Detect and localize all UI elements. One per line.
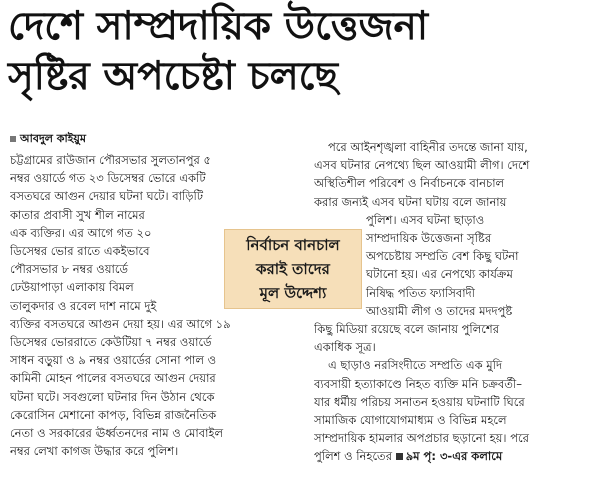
right-column (314, 138, 607, 500)
continuation-text: ৯ম পৃ: ৩-এর কলামে (405, 449, 503, 464)
byline-bullet-icon (10, 136, 16, 142)
body-line: ঢেউয়াপাড়া এলাকায় বিমল (10, 280, 134, 295)
pull-quote-line-2: করাই তাদের (256, 260, 330, 278)
body-line-text: পুলিশ ও নিহতের (314, 449, 393, 464)
body-line: নেতা ও সরকারের ঊর্ধ্বতনদের নাম ও মোবাইল (10, 426, 224, 441)
body-line: সাম্প্রদায়িক উত্তেজনা সৃষ্টির (366, 231, 492, 246)
headline-line-1: দেশে সাম্প্রদায়িক উত্তেজনা (8, 4, 429, 49)
body-line: সাম্প্রদায়িক হামলার অপপ্রচার ছড়ানো হয়। পরে (314, 431, 529, 446)
body-line: নিষিদ্ধ পতিত ফ্যাসিবাদী (366, 285, 475, 300)
body-line: সাধন বড়ুয়া ও ৯ নম্বর ওয়ার্ডের সোনা পাল ও (10, 353, 217, 368)
body-line: অস্থিতিশীল পরিবেশ ও নির্বাচনকে বানচাল (314, 176, 505, 191)
body-line-last (314, 447, 607, 465)
left-column (10, 151, 303, 501)
body-line: তালুকদার ও রবেল দাশ নামে দুই (10, 298, 157, 313)
body-line: ব্যক্তির বসতঘরে আগুন দেয়া হয়। এর আগে ১৯ (10, 316, 231, 331)
body-line: কামিনী মোহন পালের বসতঘরে আগুন দেয়ার (10, 371, 216, 386)
body-line: ডিসেম্বর ভোররাতে কেউটিয়া ৭ নম্বর ওয়ার্ডে (10, 335, 212, 350)
body-line: এ ছাড়াও নরসিংদীতে সম্প্রতি এক মুদি (328, 358, 502, 373)
body-line: এসব ঘটনার নেপথ্যে ছিল আওয়ামী লীগ। দেশে (314, 158, 530, 173)
body-line: করার জন্যই এসব ঘটনা ঘটায় বলে জানায় (314, 194, 507, 209)
body-line: কেরোসিন মেশানো কাপড়, বিভিন্ন রাজনৈতিক (10, 407, 217, 422)
headline-line-2: সৃষ্টির অপচেষ্টা চলছে (8, 54, 338, 99)
pull-quote-line-3: মূল উদ্দেশ্য (259, 284, 327, 302)
body-line: ঘটানো হয়। এর নেপথ্যে কার্যক্রম (366, 267, 513, 282)
body-line: আওয়ামী লীগ ও তাদের মদদপুষ্ট (366, 303, 513, 318)
body-line: সামাজিক যোগাযোগমাধ্যম ও বিভিন্ন মহলে (314, 413, 507, 428)
body-line: অপচেষ্টায় সম্প্রতি বেশ কিছু ঘটনা (366, 249, 519, 264)
body-line: পুলিশ। এসব ঘটনা ছাড়াও (366, 212, 485, 227)
body-line: নম্বর লেখা কাগজ উদ্ধার করে পুলিশ। (10, 444, 179, 459)
continuation-square-icon (396, 453, 403, 460)
body-line: ব্যবসায়ী হত্যাকাণ্ডে নিহত ব্যক্তি মনি চক্রবর্তী– (314, 376, 522, 391)
continuation-note (396, 449, 503, 463)
body-line: বসতঘরে আগুন দেয়ার ঘটনা ঘটে। বাড়িটি (10, 189, 204, 204)
headline (8, 2, 608, 102)
body-line: কিছু মিডিয়া রয়েছে বলে জানায় পুলিশের (314, 322, 500, 337)
body-line: নম্বর ওয়ার্ডে গত ২৩ ডিসেম্বর ভোরে একটি (10, 171, 206, 186)
byline-author: আবদুল কাইয়ুম (20, 132, 86, 145)
body-line: ডিসেম্বর ভোর রাতে একইভাবে (10, 244, 150, 259)
body-line: পরে আইনশৃঙ্খলা বাহিনীর তদন্তে জানা যায়, (328, 140, 528, 154)
body-line: একাধিক সূত্র। (314, 340, 376, 355)
body-line: কাতার প্রবাসী সুখ শীল নামের (10, 207, 145, 222)
pull-quote-line-1: নির্বাচন বানচাল (246, 236, 340, 254)
body-line: ঘটনা ঘটে। সবগুলো ঘটনার দিন উঠান থেকে (10, 389, 215, 404)
byline (10, 131, 86, 147)
body-line: যার ধর্মীয় পরিচয় সনাতন হওয়ায় ঘটনাটি ঘিরে (314, 394, 525, 409)
body-line: পৌরসভার ৮ নম্বর ওয়ার্ডে (10, 262, 128, 277)
body-line: চট্টগ্রামের রাউজান পৌরসভার সুলতানপুর ৫ (10, 153, 211, 167)
body-line: এক ব্যক্তির। এর আগে গত ২০ (10, 225, 152, 240)
